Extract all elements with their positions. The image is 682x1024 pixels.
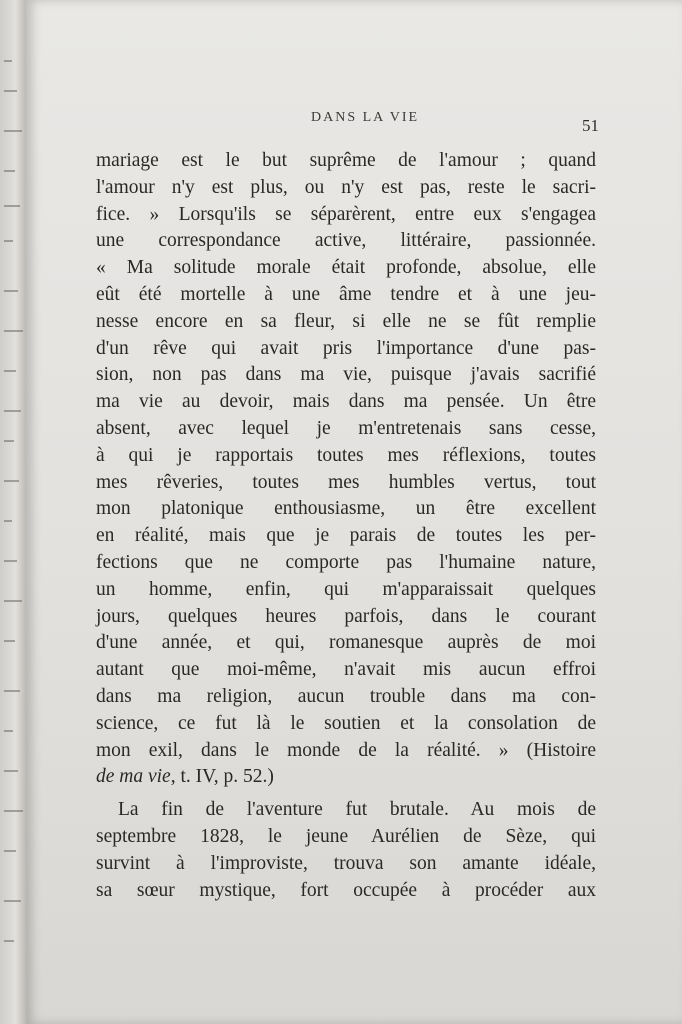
body-text [96,148,596,904]
text-line: en réalité, mais que je parais de toutes les per- [96,525,596,547]
text-line: fice. » Lorsqu'ils se séparèrent, entre eux s'engagea [96,203,596,225]
facing-page-text-fragment [4,370,16,372]
text-line: à qui je rapportais toutes mes réflexions, toutes [96,444,596,466]
text-line: La fin de l'aventure fut brutale. Au mois de [118,799,596,821]
text-line: d'un rêve qui avait pris l'importance d'une pas- [96,337,596,359]
text-line: l'amour n'y est plus, ou n'y est pas, reste le sacri- [96,176,596,198]
citation-rest: , t. IV, p. 52.) [170,766,274,788]
facing-page-text-fragment [4,240,13,242]
facing-page-text-fragment [4,600,22,602]
facing-page-text-fragment [4,900,21,902]
text-line: jours, quelques heures parfois, dans le courant [96,605,596,627]
facing-page-text-fragment [4,560,17,562]
text-line: ma vie au devoir, mais dans ma pensée. Un être [96,391,596,413]
text-line: septembre 1828, le jeune Aurélien de Sèze, qui [96,825,596,847]
facing-page-text-fragment [4,520,12,522]
text-line: sa sœur mystique, fort occupée à procéder aux [96,879,596,901]
text-line: science, ce fut là le soutien et la consolation de [96,712,596,734]
left-page-edge [0,0,26,1024]
text-line: un homme, enfin, qui m'apparaissait quelques [96,578,596,600]
facing-page-text-fragment [4,90,17,92]
text-line: mon platonique enthousiasme, un être excellent [96,498,596,520]
text-line: survint à l'improviste, trouva son amante idéale, [96,852,596,874]
citation-line [96,764,596,791]
facing-page-text-fragment [4,290,18,292]
text-line: mon exil, dans le monde de la réalité. » (Histoire [96,739,596,761]
facing-page-text-fragment [4,480,19,482]
text-line: une correspondance active, littéraire, passionnée. [96,230,596,252]
page-number: 51 [582,116,599,135]
text-line: eût été mortelle à une âme tendre et à une jeu- [96,283,596,305]
text-line: nesse encore en sa fleur, si elle ne se fût remplie [96,310,596,332]
facing-page-text-fragment [4,770,18,772]
text-line: mariage est le but suprême de l'amour ; quand [96,150,596,171]
text-line: autant que moi-même, n'avait mis aucun effroi [96,659,596,681]
text-line: d'une année, et qui, romanesque auprès de moi [96,632,596,654]
book-page [26,0,682,1024]
text-line: dans ma religion, aucun trouble dans ma con- [96,685,596,707]
paragraph-1 [96,148,596,791]
text-line: « Ma solitude morale était profonde, absolue, elle [96,257,596,279]
paragraph-2 [96,797,596,904]
citation-title: de ma vie [96,766,171,788]
text-line: sion, non pas dans ma vie, puisque j'avais sacrifié [96,364,596,386]
facing-page-text-fragment [4,170,15,172]
facing-page-text-fragment [4,130,22,132]
text-line: mes rêveries, toutes mes humbles vertus, tout [96,471,596,493]
facing-page-text-fragment [4,440,14,442]
facing-page-text-fragment [4,330,23,332]
running-head: DANS LA VIE [311,110,420,125]
facing-page-text-fragment [4,640,15,642]
facing-page-text-fragment [4,810,23,812]
facing-page-text-fragment [4,60,12,62]
facing-page-text-fragment [4,410,21,412]
facing-page-text-fragment [4,730,13,732]
text-line: fections que ne comporte pas l'humaine nature, [96,551,596,573]
facing-page-text-fragment [4,690,20,692]
facing-page-text-fragment [4,205,20,207]
facing-page-text-fragment [4,850,16,852]
facing-page-text-fragment [4,940,14,942]
text-line: absent, avec lequel je m'entretenais sans cesse, [96,417,596,439]
